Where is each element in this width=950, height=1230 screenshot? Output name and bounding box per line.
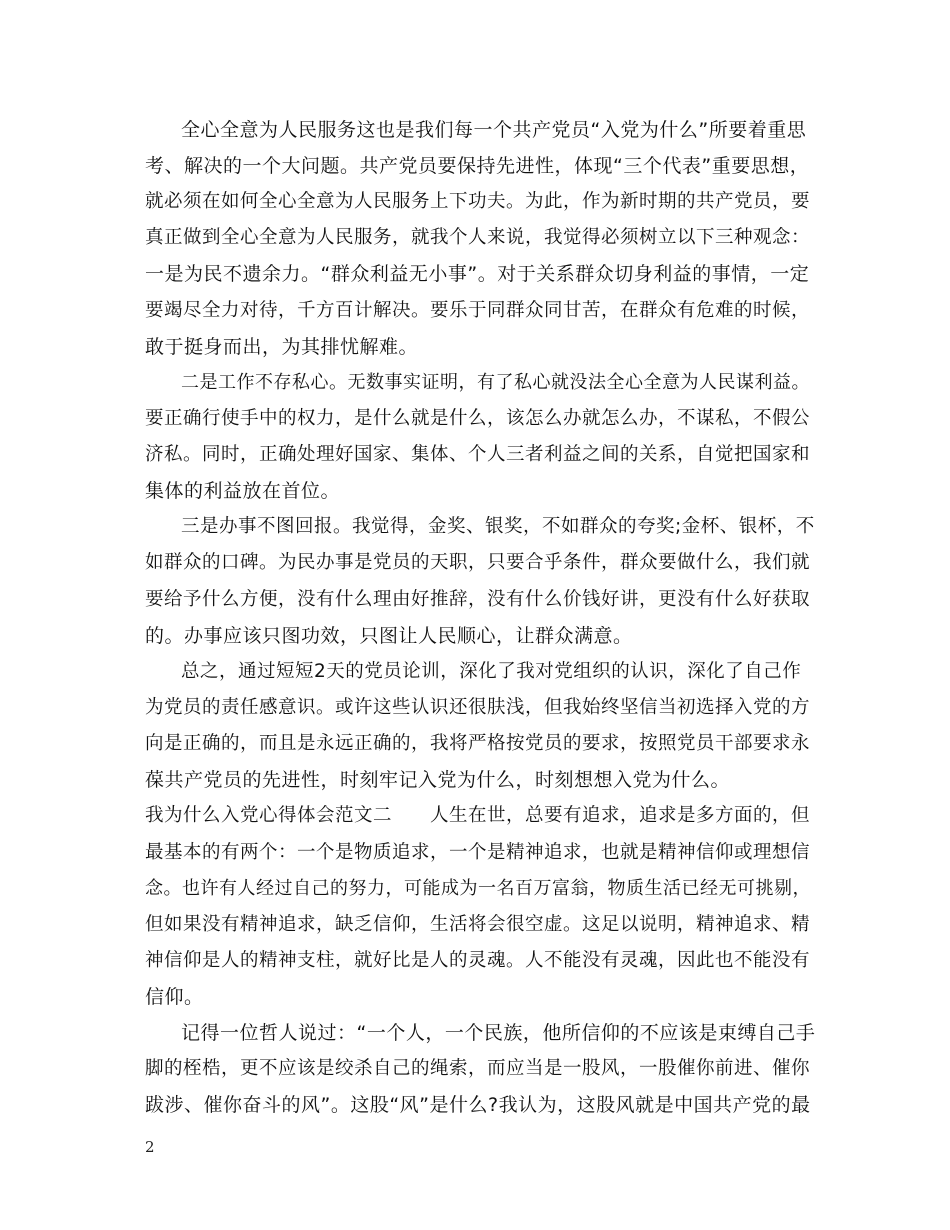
text-line: 最基本的有两个：一个是物质追求，一个是精神追求，也就是精神信仰或理想信 bbox=[145, 842, 811, 863]
text-line: 敢于挺身而出，为其排忧解难。 bbox=[145, 336, 419, 358]
section-heading-line: 我为什么入党心得体会范文二 人生在世，总要有追求，追求是多方面的，但 bbox=[145, 805, 811, 826]
text-line: 如群众的口碑。为民办事是党员的天职，只要合乎条件，群众要做什么，我们就 bbox=[145, 552, 811, 573]
text-line: 为党员的责任感意识。或许这些认识还很肤浅，但我始终坚信当初选择入党的方 bbox=[145, 697, 811, 718]
text-line: 但如果没有精神追求，缺乏信仰，生活将会很空虚。这足以说明，精神追求、精 bbox=[145, 914, 811, 935]
text-line: 一是为民不遗余力。“群众利益无小事”。对于关系群众切身利益的事情，一定 bbox=[145, 263, 810, 285]
text-line: 记得一位哲人说过：“一个人，一个民族，他所信仰的不应该是束缚自己手 bbox=[181, 1022, 816, 1044]
text-line: 就必须在如何全心全意为人民服务上下功夫。为此，作为新时期的共产党员，要 bbox=[145, 191, 811, 212]
text-line: 神信仰是人的精神支柱，就好比是人的灵魂。人不能没有灵魂，因此也不能没有 bbox=[145, 950, 811, 971]
text-line: 要给予什么方便，没有什么理由好推辞，没有什么价钱好讲，更没有什么好获取 bbox=[145, 589, 811, 610]
text-line: 的。办事应该只图功效，只图让人民顺心，让群众满意。 bbox=[145, 625, 633, 647]
text-line: 信仰。 bbox=[145, 986, 204, 1008]
text-line: 集体的利益放在首位。 bbox=[145, 480, 341, 502]
text-line: 念。也许有人经过自己的努力，可能成为一名百万富翁，物质生活已经无可挑剔， bbox=[145, 878, 811, 899]
text-line: 跋涉、催你奋斗的风”。这股“风”是什么?我认为，这股风就是中国共产党的最 bbox=[145, 1094, 811, 1116]
text-line: 脚的桎梏，更不应该是绞杀自己的绳索，而应当是一股风，一股催你前进、催你 bbox=[145, 1058, 811, 1079]
text-line: 真正做到全心全意为人民服务，就我个人来说，我觉得必须树立以下三种观念： bbox=[145, 227, 811, 248]
text-line: 要正确行使手中的权力，是什么就是什么，该怎么办就怎么办，不谋私，不假公 bbox=[145, 408, 811, 429]
text-line: 三是办事不图回报。我觉得，金奖、银奖，不如群众的夸奖;金杯、银杯，不 bbox=[181, 516, 815, 537]
text-line: 葆共产党员的先进性，时刻牢记入党为什么，时刻想想入党为什么。 bbox=[145, 769, 731, 791]
text-line: 二是工作不存私心。无数事实证明，有了私心就没法全心全意为人民谋利益。 bbox=[181, 372, 810, 393]
page-number: 2 bbox=[145, 1138, 155, 1156]
text-line: 要竭尽全力对待，千方百计解决。要乐于同群众同甘苦，在群众有危难的时候， bbox=[145, 300, 811, 321]
text-line: 全心全意为人民服务这也是我们每一个共产党员“入党为什么”所要着重思 bbox=[181, 119, 807, 141]
text-line: 向是正确的，而且是永远正确的，我将严格按党员的要求，按照党员干部要求永 bbox=[145, 733, 811, 754]
text-line: 总之，通过短短2天的党员论训，深化了我对党组织的认识，深化了自己作 bbox=[181, 661, 802, 682]
text-line: 济私。同时，正确处理好国家、集体、个人三者利益之间的关系，自觉把国家和 bbox=[145, 444, 811, 465]
text-line: 考、解决的一个大问题。共产党员要保持先进性，体现“三个代表”重要思想， bbox=[145, 155, 810, 177]
